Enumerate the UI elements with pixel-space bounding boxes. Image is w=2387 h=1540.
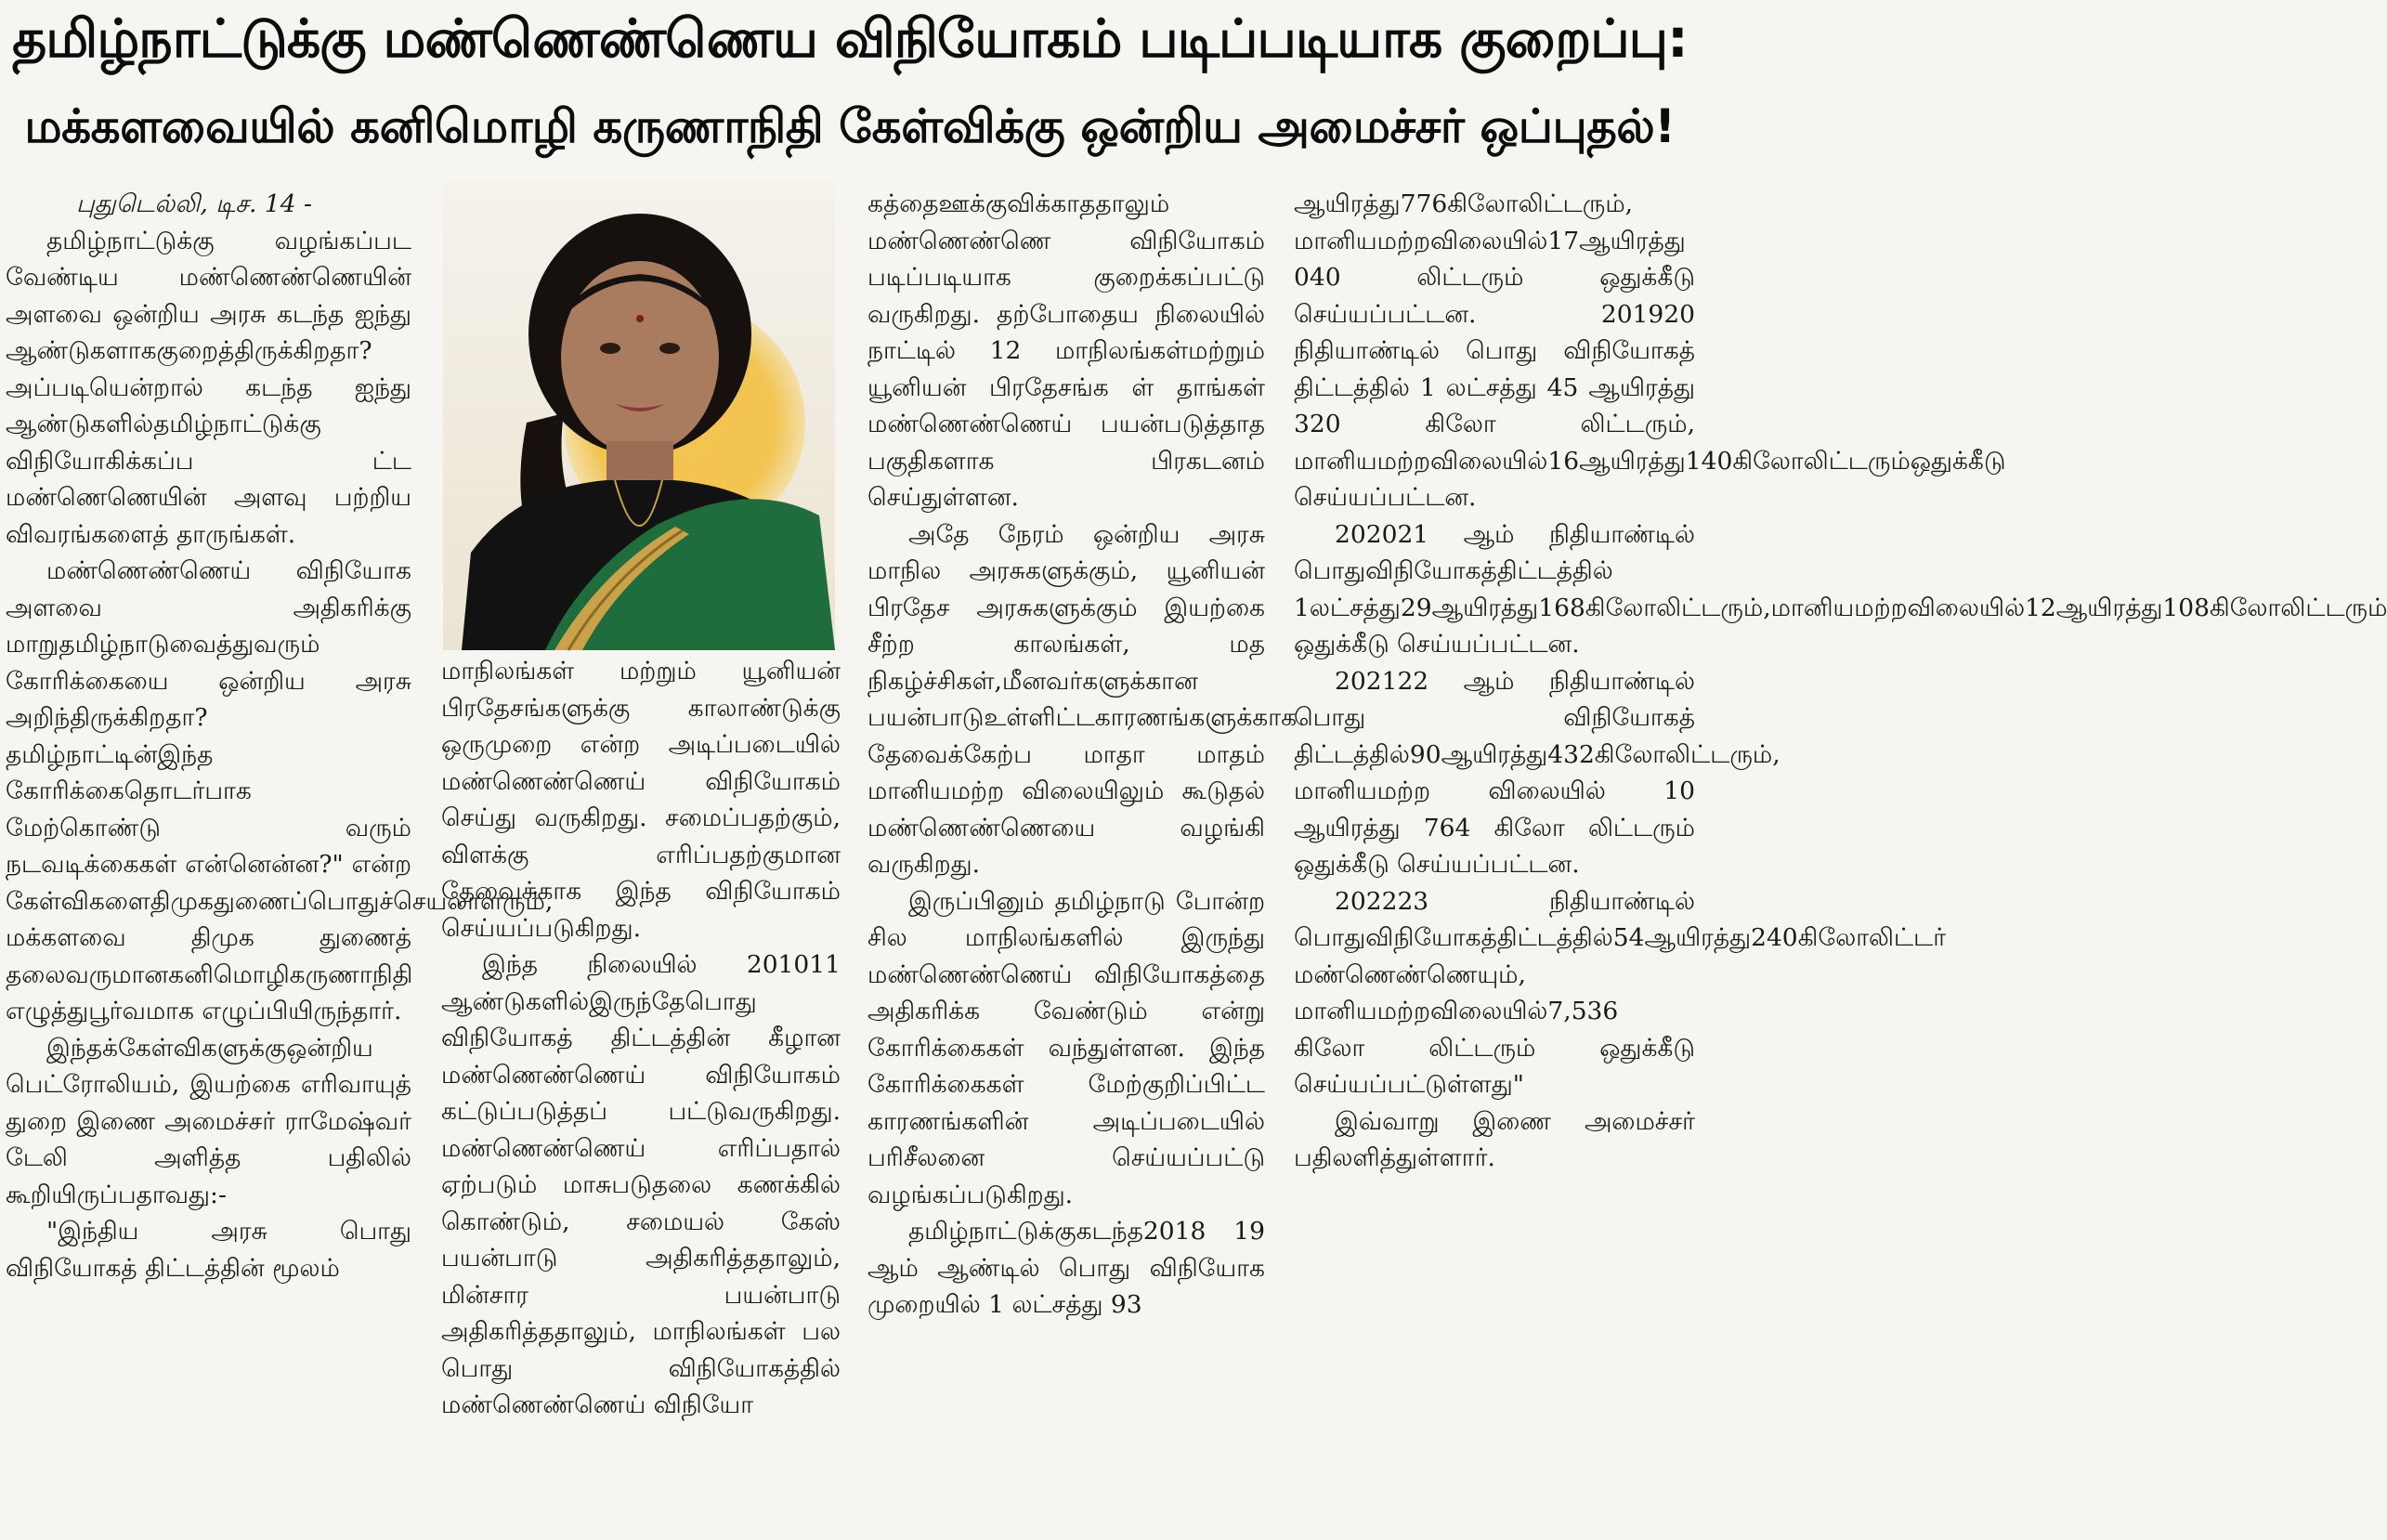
paragraph: 202223 நிதியாண்டில் பொதுவிநியோகத்திட்டத்தில்54ஆயிரத்து240கிலோலிட்டர் மண்ணெண்ணெயும், மானியமற்றவிலையில்7,536 கிலோ லிட்டரும் ஒதுக்கீடு செய்யப்பட்டுள்ளது" [1294,886,1947,1099]
paragraph: தமிழ்நாட்டுக்குகடந்த2018 19 ஆம் ஆண்டில் பொது விநியோக முறையில் 1 லட்சத்து 93 [867,1217,1265,1319]
paragraph: இருப்பினும் தமிழ்நாடு போன்ற சில மாநிலங்களில் இருந்து மண்ணெண்ணெய் விநியோகத்தை அதிகரிக்க வேண்டும் என்று கோரிக்கைகள் வந்துள்ளன. இந்த கோரிக்கைகள் மேற்குறிப்பிட்ட காரணங்களின் அடிப்படையில் பரிசீலனை செய்யப்பட்டு வழங்கப்படுகிறது. [867,886,1265,1209]
paragraph: இந்தக்கேள்விகளுக்குஒன்றிய பெட்ரோலியம், இயற்கை எரிவாயுத் துறை இணை அமைச்சர் ராமேஷ்வர் டேலி அளித்த பதிலில் கூறியிருப்பதாவது:- [6,1033,411,1209]
article-column-3 [867,186,1298,1533]
subheadline: மக்களவையில் கனிமொழி கருணாநிதி கேள்விக்கு ஒன்றிய அமைச்சர் ஒப்புதல்! [24,98,1676,153]
paragraph: "இந்திய அரசு பொது விநியோகத் திட்டத்தின் மூலம் [6,1217,411,1283]
headline: தமிழ்நாட்டுக்கு மண்ணெண்ணெய விநியோகம் படிப்படியாக குறைப்பு: [12,8,1688,70]
paragraph: இந்த நிலையில் 201011 ஆண்டுகளில்இருந்தேபொது விநியோகத் திட்டத்தின் கீழான மண்ணெண்ணெய் விநியோகம் கட்டுப்படுத்தப் பட்டுவருகிறது. மண்ணெண்ணெய் எரிப்பதால் ஏற்படும் மாசுபடுதலை கணக்கில் கொண்டும், சமையல் கேஸ் பயன்பாடு அதிகரித்ததாலும், மின்சார பயன்பாடு அதிகரித்ததாலும், மாநிலங்கள் பல பொது விநியோகத்தில் மண்ணெண்ணெய் விநியோ [441,950,841,1419]
paragraph: ஆயிரத்து776கிலோலிட்டரும், மானியமற்றவிலையில்17ஆயிரத்து 040 லிட்டரும் ஒதுக்கீடு செய்யப்பட்டன. 201920 நிதியாண்டில் பொது விநியோகத் திட்டத்தில் 1 லட்சத்து 45 ஆயிரத்து 320 கிலோ லிட்டரும், மானியமற்றவிலையில்16ஆயிரத்து140கிலோலிட்டரும்ஒதுக்கீடு செய்யப்பட்டன. [1294,189,2006,512]
article-column-4 [1294,186,2387,1533]
paragraph: இவ்வாறு இணை அமைச்சர் பதிலளித்துள்ளார். [1294,1106,1695,1172]
dateline: புதுடெல்லி, டிச. 14 - [76,189,312,218]
paragraph: 202021 ஆம் நிதியாண்டில் பொதுவிநியோகத்திட்டத்தில் 1லட்சத்து29ஆயிரத்து168கிலோலிட்டரும்,மானியமற்றவிலையில்12ஆயிரத்து108கிலோலிட்டரும் ஒதுக்கீடு செய்யப்பட்டன. [1294,519,2387,659]
portrait-photo [443,181,835,650]
article-column-1 [6,186,554,1533]
paragraph: மாநிலங்கள் மற்றும் யூனியன் பிரதேசங்களுக்கு காலாண்டுக்கு ஒருமுறை என்ற அடிப்படையில் மண்ணெண்ணெய் விநியோகம் செய்து வருகிறது. சமைப்பதற்கும், விளக்கு எரிப்பதற்குமான தேவைக்காக இந்த விநியோகம் செய்யப்படுகிறது. [441,657,841,943]
paragraph: மண்ணெண்ணெய் விநியோக அளவை அதிகரிக்கு மாறுதமிழ்நாடுவைத்துவரும் கோரிக்கையை ஒன்றிய அரசு அறிந்திருக்கிறதா?தமிழ்நாட்டின்இந்த கோரிக்கைதொடர்பாக மேற்கொண்டு வரும் நடவடிக்கைகள் என்னென்ன?" என்ற கேள்விகளைதிமுகதுணைப்பொதுச்செயலாளரும், மக்களவை திமுக துணைத் தலைவருமானகனிமொழிகருணாநிதி எழுத்துபூர்வமாக எழுப்பியிருந்தார். [6,556,554,1025]
paragraph: தமிழ்நாட்டுக்கு வழங்கப்பட வேண்டிய மண்ணெண்ணெயின் அளவை ஒன்றிய அரசு கடந்த ஐந்து ஆண்டுகளாககுறைத்திருக்கிறதா?அப்படியென்றால் கடந்த ஐந்து ஆண்டுகளில்தமிழ்நாட்டுக்கு விநியோகிக்கப்ப ட்ட மண்ணெணெயின் அளவு பற்றிய விவரங்களைத் தாருங்கள். [6,226,411,549]
article-column-2 [441,653,841,1533]
paragraph: அதே நேரம் ஒன்றிய அரசு மாநில அரசுகளுக்கும், யூனியன் பிரதேச அரசுகளுக்கும் இயற்கை சீற்ற காலங்கள், மத நிகழ்ச்சிகள்,மீனவர்களுக்கான பயன்பாடுஉள்ளிட்டகாரணங்களுக்காக தேவைக்கேற்ப மாதா மாதம் மானியமற்ற விலையிலும் கூடுதல் மண்ணெண்ணெயை வழங்கி வருகிறது. [867,519,1298,879]
paragraph: கத்தைஊக்குவிக்காததாலும் மண்ணெண்ணெ விநியோகம் படிப்படியாக குறைக்கப்பட்டு வருகிறது. தற்போதைய நிலையில் நாட்டில் 12 மாநிலங்கள்மற்றும் யூனியன் பிரதேசங்க ள் தாங்கள் மண்ணெண்ணெய் பயன்படுத்தாத பகுதிகளாக பிரகடனம் செய்துள்ளன. [867,189,1265,512]
paragraph: 202122 ஆம் நிதியாண்டில் பொது விநியோகத் திட்டத்தில்90ஆயிரத்து432கிலோலிட்டரும், மானியமற்ற விலையில் 10 ஆயிரத்து 764 கிலோ லிட்டரும் ஒதுக்கீடு செய்யப்பட்டன. [1294,666,1780,879]
